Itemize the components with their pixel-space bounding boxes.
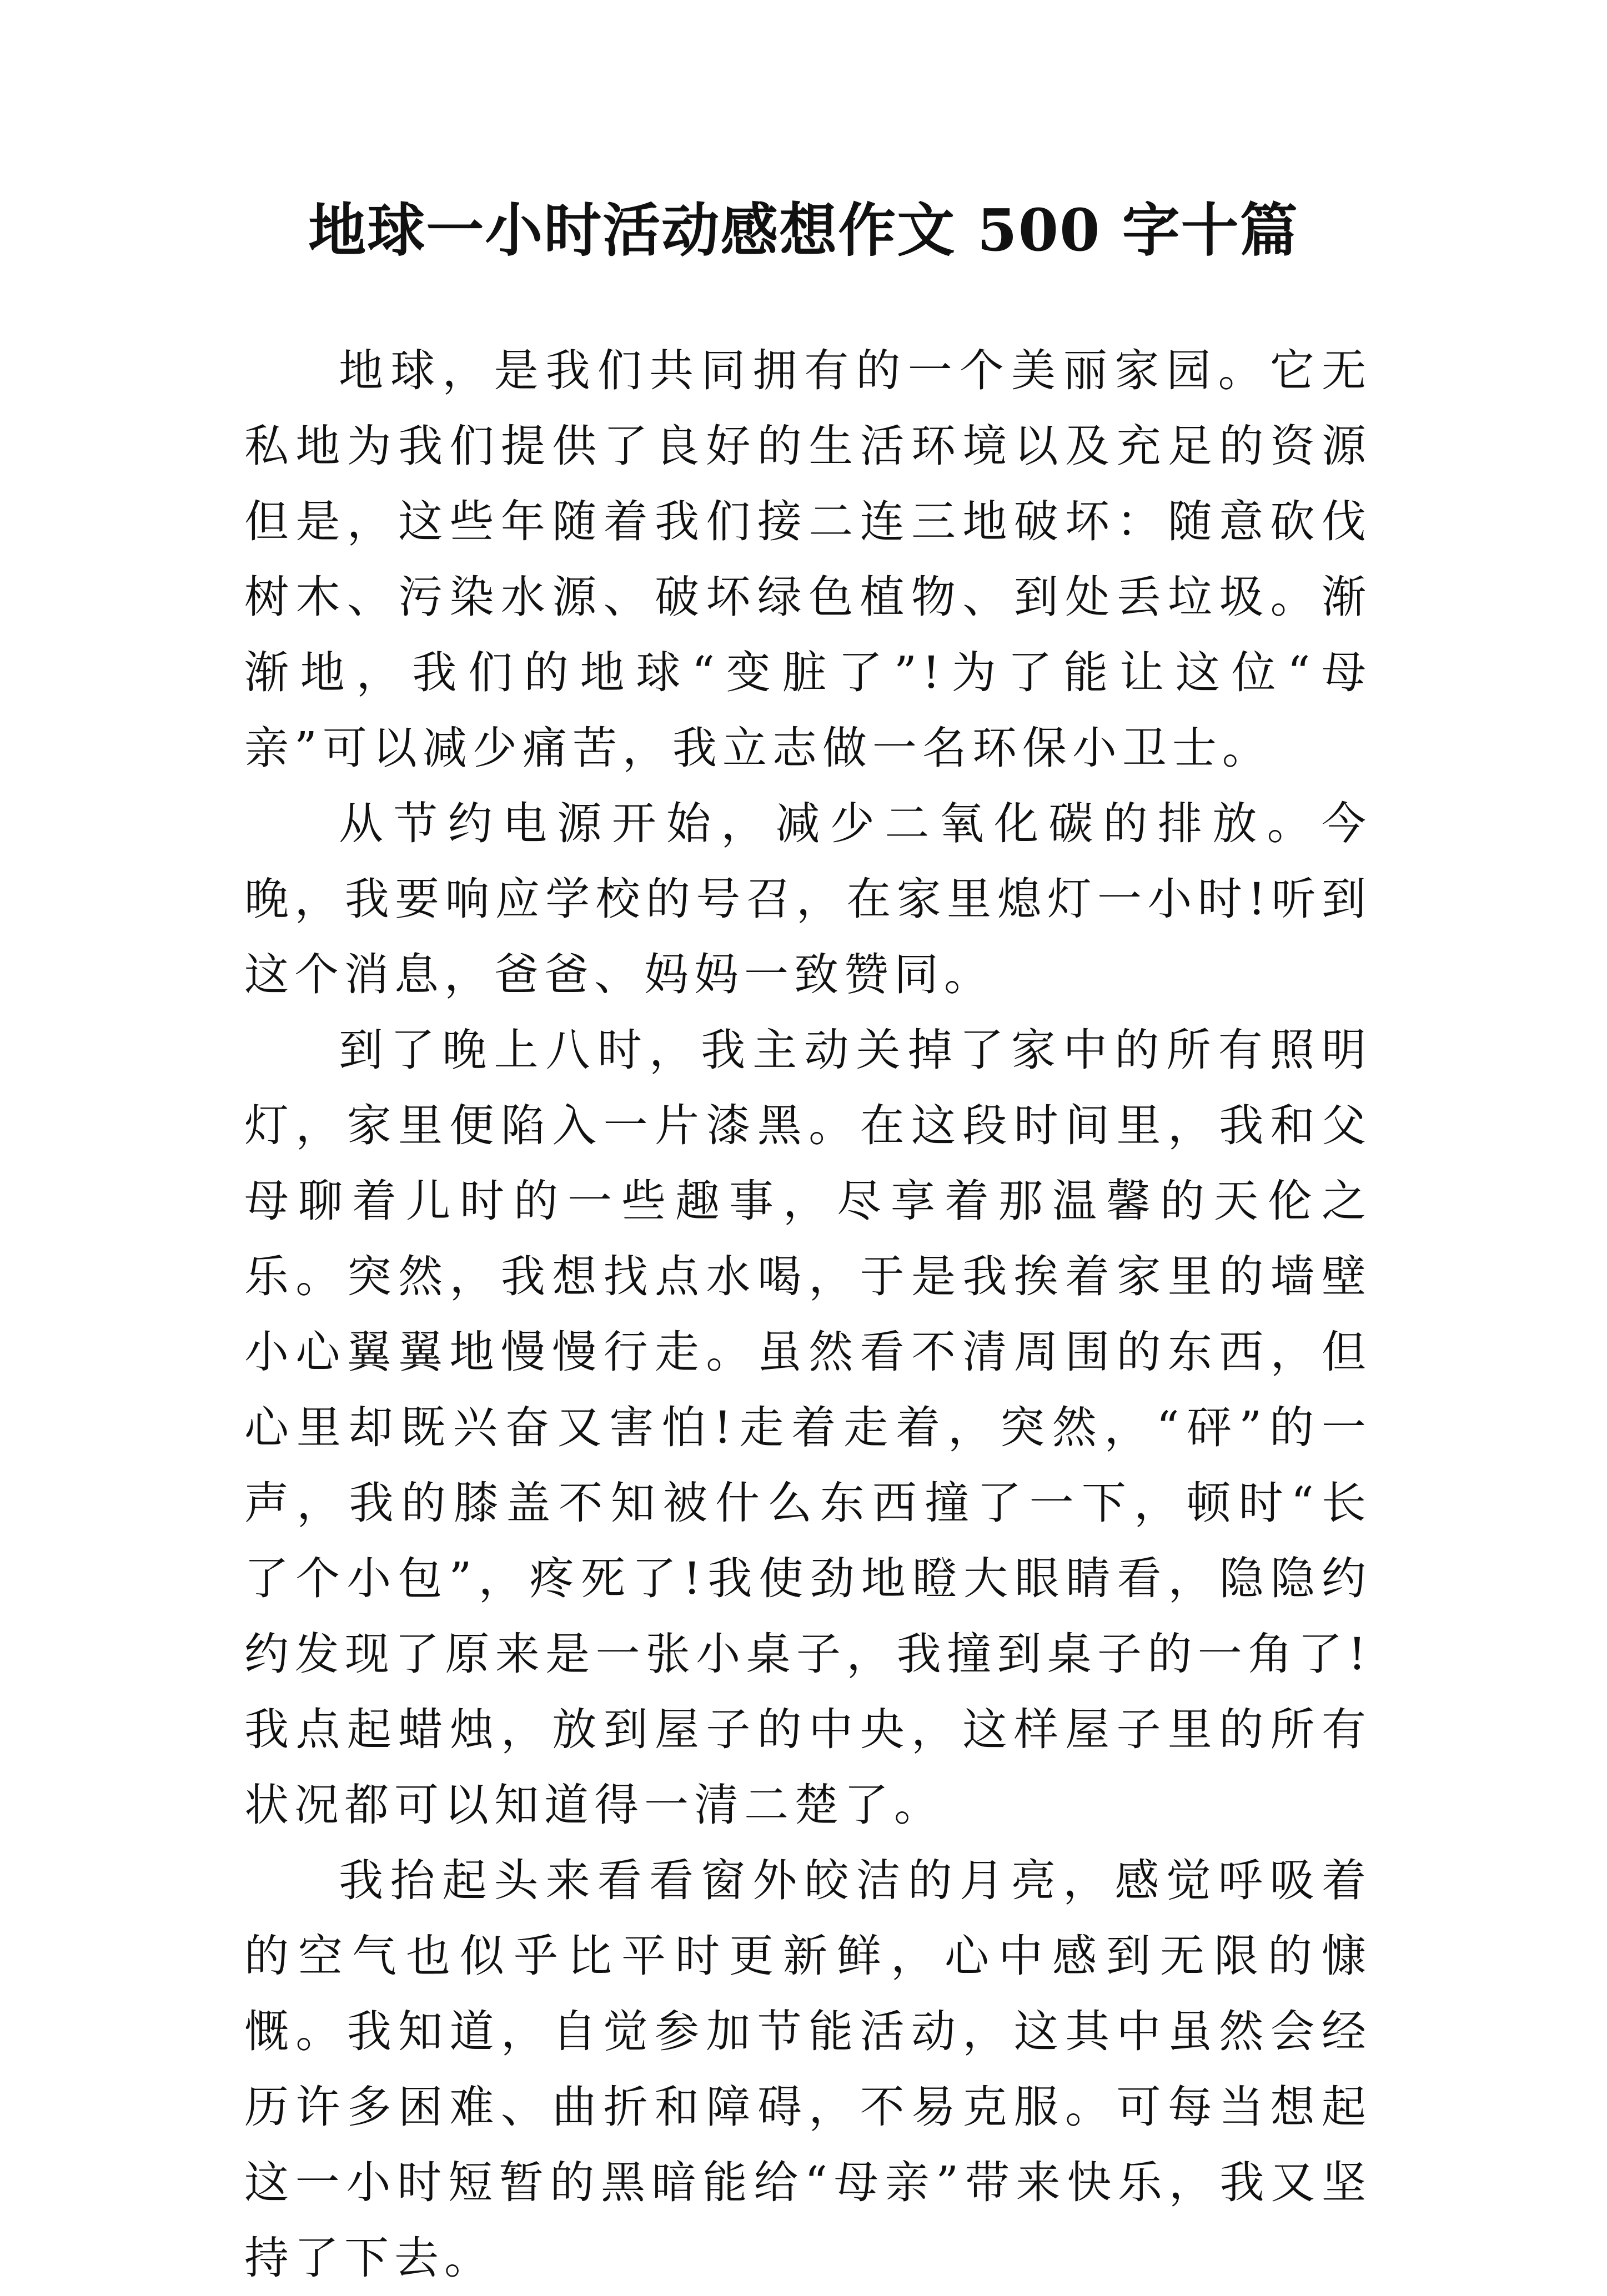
document-body — [244, 333, 1372, 2296]
paragraph-4: 我抬起头来看看窗外皎洁的月亮，感觉呼吸着的空气也似乎比平时更新鲜，心中感到无限的慷慨。我知道，自觉参加节能活动，这其中虽然会经历许多困难、曲折和障碍，不易克服。可每当想起这一小时短暂的黑暗能给“母亲”带来快乐，我又坚持了下去。 — [244, 1855, 1372, 2284]
document-title: 地球一小时活动感想作文 500 字十篇 — [308, 196, 1299, 264]
paragraph-3: 到了晚上八时，我主动关掉了家中的所有照明灯，家里便陷入一片漆黑。在这段时间里，我和父母聊着儿时的一些趣事，尽享着那温馨的天伦之乐。突然，我想找点水喝，于是我挨着家里的墙壁小心翼翼地慢慢行走。虽然看不清周围的东西，但心里却既兴奋又害怕!走着走着，突然，“砰”的一声，我的膝盖不知被什么东西撞了一下，顿时“长了个小包”，疼死了!我使劲地瞪大眼睛看，隐隐约约发现了原来是一张小桌子，我撞到桌子的一角了!我点起蜡烛，放到屋子的中央，这样屋子里的所有状况都可以知道得一清二楚了。 — [244, 1024, 1372, 1831]
paragraph-2: 从节约电源开始，减少二氧化碳的排放。今晚，我要响应学校的号召，在家里熄灯一小时!听到这个消息，爸爸、妈妈一致赞同。 — [244, 798, 1372, 1000]
paragraph-1: 地球，是我们共同拥有的一个美丽家园。它无私地为我们提供了良好的生活环境以及充足的资源但是，这些年随着我们接二连三地破坏：随意砍伐树木、污染水源、破坏绿色植物、到处丢垃圾。渐渐地，我们的地球“变脏了”!为了能让这位“母亲”可以减少痛苦，我立志做一名环保小卫士。 — [244, 345, 1372, 774]
